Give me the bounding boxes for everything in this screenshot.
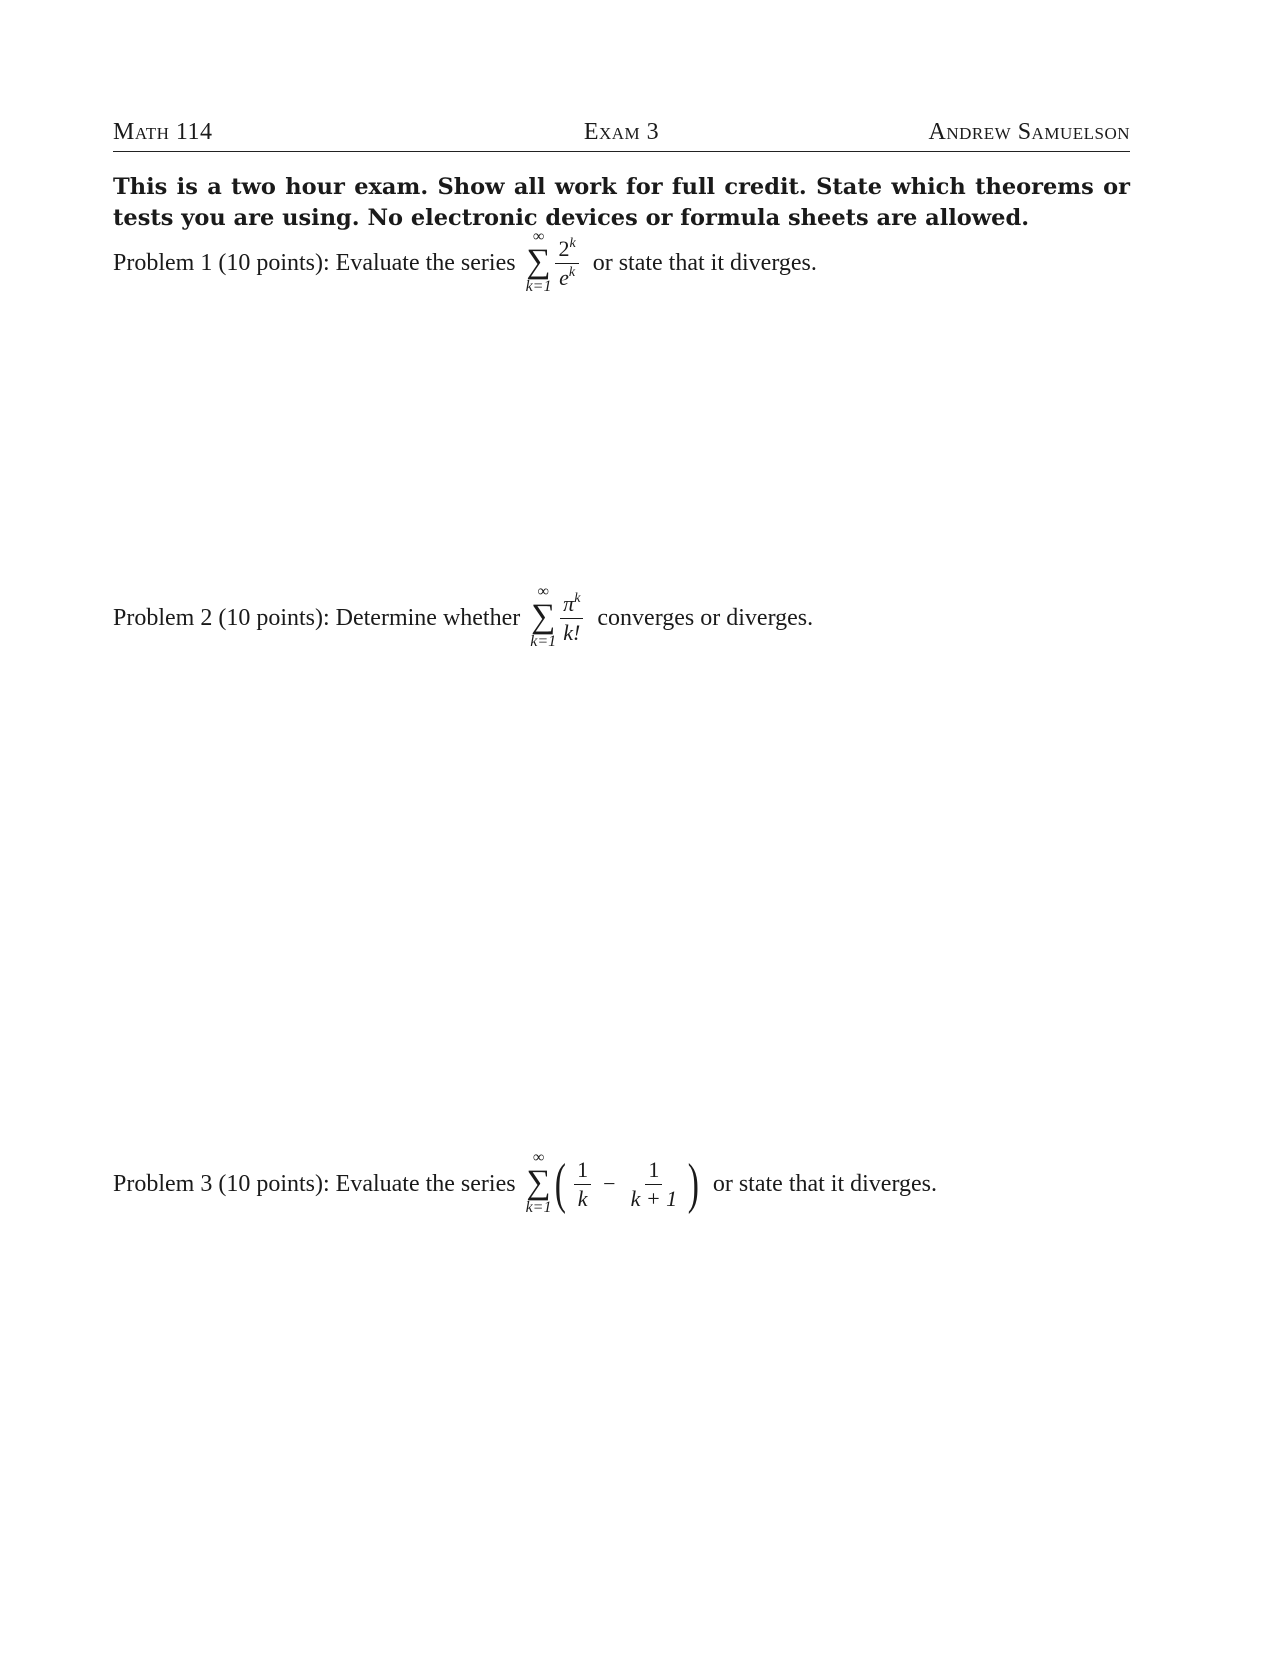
sigma-symbol: ∑ <box>526 1164 551 1201</box>
denominator: k! <box>563 619 581 645</box>
summation <box>526 229 552 297</box>
numerator: 1 <box>574 1158 591 1184</box>
exam-title: Exam 3 <box>583 119 660 145</box>
sum-lower-limit: k=1 <box>530 633 557 650</box>
sigma-symbol: ∑ <box>526 243 551 280</box>
left-paren: ( <box>555 1153 567 1215</box>
problem-1-suffix: or state that it diverges. <box>592 249 817 276</box>
fraction-1 <box>574 1158 591 1209</box>
minus-operator: − <box>603 1171 616 1196</box>
exam-instructions: This is a two hour exam. Show all work for full credit. State which theorems or tests you are using. No electronic devices or formula sheets are allowed. <box>113 174 1130 231</box>
summation <box>526 1150 552 1218</box>
problem-1-formula <box>526 229 583 297</box>
denominator: k + 1 <box>630 1185 678 1211</box>
problem-2 <box>113 584 813 652</box>
sum-upper-limit: ∞ <box>532 1149 545 1166</box>
right-paren: ) <box>687 1153 700 1215</box>
summation <box>530 584 556 652</box>
problem-3-formula <box>526 1150 703 1218</box>
fraction <box>560 592 583 643</box>
numerator: 1 <box>645 1158 662 1184</box>
sigma-symbol: ∑ <box>531 598 556 635</box>
denominator: $e^k$ <box>559 264 576 290</box>
problem-3-suffix: or state that it diverges. <box>712 1170 938 1197</box>
numerator: $\pi^k$ <box>560 592 583 618</box>
sum-lower-limit: k=1 <box>525 1199 552 1216</box>
fraction <box>555 237 578 288</box>
course-title: Math 114 <box>113 119 213 145</box>
problem-3 <box>113 1150 937 1218</box>
page-header <box>113 117 1130 152</box>
problem-3-prefix: Problem 3 (10 points): Evaluate the series <box>113 1170 516 1197</box>
author-name: Andrew Samuelson <box>928 119 1130 145</box>
denominator: k <box>577 1185 588 1211</box>
fraction-2 <box>628 1158 681 1209</box>
problem-2-formula <box>530 584 587 652</box>
problem-1 <box>113 229 817 297</box>
problem-2-prefix: Problem 2 (10 points): Determine whether <box>113 604 521 631</box>
sum-lower-limit: k=1 <box>525 278 552 295</box>
numerator: 2$^k$ <box>555 237 578 263</box>
problem-2-suffix: converges or diverges. <box>597 604 814 631</box>
sum-upper-limit: ∞ <box>532 228 545 245</box>
sum-upper-limit: ∞ <box>537 583 549 600</box>
problem-1-prefix: Problem 1 (10 points): Evaluate the series <box>113 249 516 276</box>
